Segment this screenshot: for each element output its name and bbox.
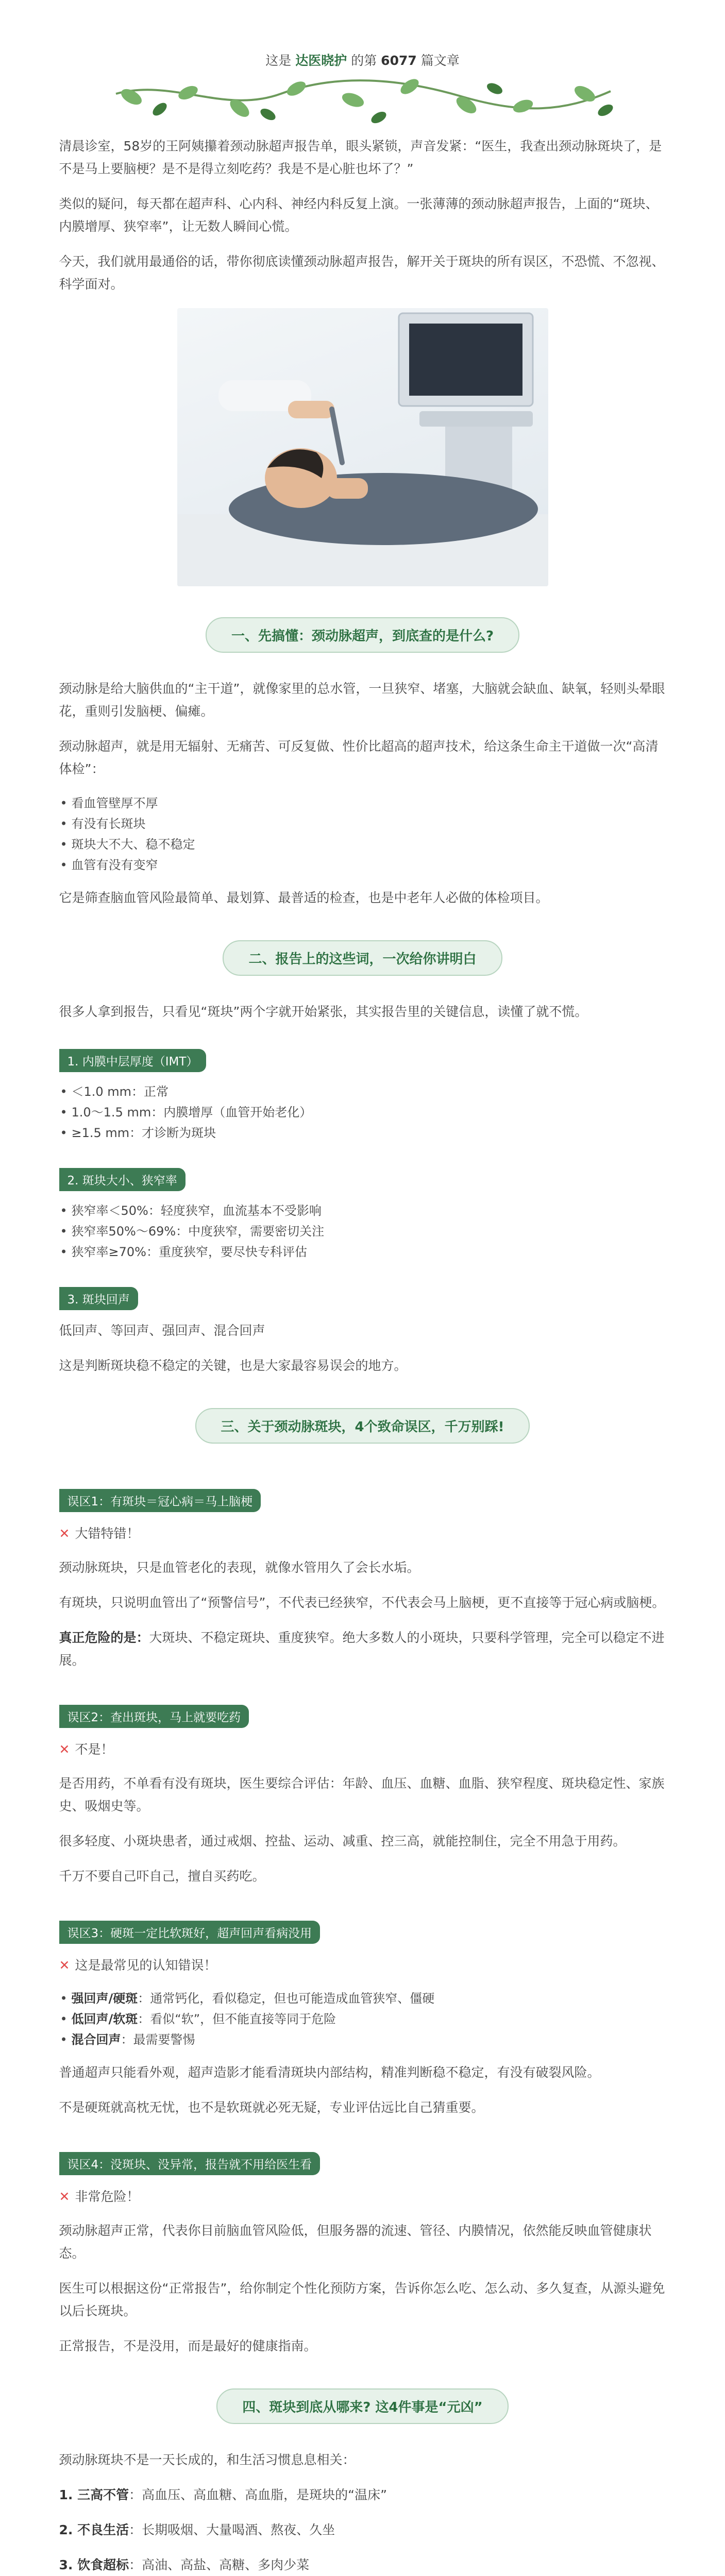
cross-icon: ✕ [59,2189,70,2204]
section-2-header [59,940,666,976]
item-text: ：高油、高盐、高糖、多肉少菜 [129,2557,310,2572]
intro-prefix: 这是 [265,53,292,68]
section-1-title: 一、先搞懂：颈动脉超声，到底查的是什么? [206,617,519,653]
list-item: • 狭窄率≥70%：重度狭窄，要尽快专科评估 [59,1242,666,1262]
myth-4-paragraph-2: 医生可以根据这份“正常报告”，给你制定个性化预防方案，告诉你怎么吃、怎么动、多久复查，从源头避免以后长斑块。 [59,2281,665,2318]
stenosis-list [59,1200,666,1262]
myth-3-verdict [59,1954,666,1977]
bold-lead: 低回声/软斑 [71,2012,138,2026]
intro-brand: 达医晓护 [295,53,347,68]
section-2-title: 二、报告上的这些词，一次给你讲明白 [223,940,502,976]
cross-icon: ✕ [59,1958,70,1973]
myth-3-paragraph-2: 不是硬斑就高枕无忧，也不是软斑就必死无疑，专业评估远比自己猜重要。 [59,2100,484,2115]
list-item [59,2029,666,2050]
bold-lead: 混合回声 [71,2032,121,2047]
danger-text: 大斑块、不稳定斑块、重度狭窄。绝大多数人的小斑块，只要科学管理，完全可以稳定不进展。 [59,1630,665,1668]
article-body [59,0,666,2576]
verdict-text: 非常危险！ [75,2189,140,2204]
echo-note: 这是判断斑块稳不稳定的关键，也是大家最容易误会的地方。 [59,1358,407,1373]
section-4-header [59,2388,666,2424]
cross-icon: ✕ [59,1742,70,1757]
item-text: ：看似“软”，但不能直接等同于危险 [138,2012,336,2026]
section-4-title: 四、斑块到底从哪来? 这4件事是“元凶” [216,2388,508,2424]
bold-lead: 3. 饮食超标 [59,2557,129,2572]
verdict-text: 这是最常见的认知错误！ [75,1958,217,1973]
s1-paragraph-1: 颈动脉是给大脑供血的“主干道”，就像家里的总水管，一旦狭窄、堵塞，大脑就会缺血、缺氧，轻则头晕眼花，重则引发脑梗、偏瘫。 [59,681,665,719]
myth-1-paragraph-2: 有斑块，只说明血管出了“预警信号”，不代表已经狭窄，不代表会马上脑梗，更不直接等于冠心病或脑梗。 [59,1595,665,1610]
imt-tag: 1. 内膜中层厚度（IMT） [59,1049,207,1072]
myth-2-paragraph-2: 很多轻度、小斑块患者，通过戒烟、控盐、运动、减重、控三高，就能控制住，完全不用急于用药。 [59,1834,626,1849]
myth-1-paragraph-1: 颈动脉斑块，只是血管老化的表现，就像水管用久了会长水垢。 [59,1560,420,1575]
cause-item [59,2554,666,2576]
opening-paragraph-2: 类似的疑问，每天都在超声科、心内科、神经内科反复上演。一张薄薄的颈动脉超声报告，上面的“斑块、内膜增厚、狭窄率”，让无数人瞬间心慌。 [59,196,659,234]
s1-paragraph-2: 颈动脉超声，就是用无辐射、无痛苦、可反复做、性价比超高的超声技术，给这条生命主干道做一次“高清体检”： [59,739,659,776]
imt-list [59,1081,666,1143]
opening-paragraph-3: 今天，我们就用最通俗的话，带你彻底读懂颈动脉超声报告，解开关于斑块的所有误区，不恐慌、不忽视、科学面对。 [59,254,665,292]
section-3-title: 三、关于颈动脉斑块，4个致命误区，千万别踩! [195,1408,530,1444]
cause-item [59,2484,666,2506]
list-item: • 看血管壁厚不厚 [59,793,666,814]
item-text: ：最需要警惕 [121,2032,195,2047]
intro-suffix: 篇文章 [420,53,460,68]
myth-2-tag: 误区2：查出斑块，马上就要吃药 [59,1705,249,1728]
verdict-text: 大错特错！ [75,1526,140,1541]
list-item: • ≥1.5 mm：才诊断为斑块 [59,1123,666,1143]
vine-decoration [59,73,666,135]
intro-middle: 的第 [351,53,377,68]
list-item: • 1.0～1.5 mm：内膜增厚（血管开始老化） [59,1102,666,1123]
ultrasound-exam-photo [177,308,548,586]
list-item: • 狭窄率50%～69%：中度狭窄，需要密切关注 [59,1221,666,1242]
myth-4-verdict [59,2185,666,2208]
item-text: ：高血压、高血糖、高血脂，是斑块的“温床” [129,2487,387,2502]
bold-lead: 2. 不良生活 [59,2522,129,2537]
s2-lead: 很多人拿到报告，只看见“斑块”两个字就开始紧张，其实报告里的关键信息，读懂了就不慌。 [59,1004,588,1019]
myth-3-paragraph-1: 普通超声只能看外观，超声造影才能看清斑块内部结构，精准判断稳不稳定，有没有破裂风险。 [59,2065,600,2080]
item-text: ：长期吸烟、大量喝酒、熬夜、久坐 [129,2522,335,2537]
myth-4-paragraph-1: 颈动脉超声正常，代表你目前脑血管风险低，但服务器的流速、管径、内膜情况，依然能反映血管健康状态。 [59,2223,652,2261]
myth-4-tag: 误区4：没斑块、没异常，报告就不用给医生看 [59,2152,321,2175]
list-item: • 斑块大不大、稳不稳定 [59,834,666,855]
list-item [59,1988,666,2009]
cause-item [59,2519,666,2541]
bold-lead: 1. 三高不管 [59,2487,129,2502]
echo-types: 低回声、等回声、强回声、混合回声 [59,1323,265,1338]
vine-leaves-icon [111,73,616,132]
list-item: • 血管有没有变窄 [59,855,666,875]
bold-lead: 强回声/硬斑 [71,1991,138,2006]
list-item: • 狭窄率＜50%：轻度狭窄，血流基本不受影响 [59,1200,666,1221]
echo-tag: 3. 斑块回声 [59,1287,138,1310]
s1-checklist [59,793,666,875]
ultrasound-exam-icon [177,308,548,586]
opening-paragraph-1: 清晨诊室，58岁的王阿姨攥着颈动脉超声报告单，眼头紧锁，声音发紧：“医生，我查出颈动脉斑块了，是不是马上要脑梗？是不是得立刻吃药？我是不是心脏也坏了？” [59,139,662,176]
list-item [59,2009,666,2029]
myth-1-tag: 误区1：有斑块＝冠心病＝马上脑梗 [59,1489,261,1512]
s1-summary: 它是筛查脑血管风险最简单、最划算、最普适的检查，也是中老年人必做的体检项目。 [59,890,549,905]
section-3-header [59,1408,666,1444]
item-text: ：通常钙化，看似稳定，但也可能造成血管狭窄、僵硬 [138,1991,435,2006]
article-intro [59,0,666,69]
myth-4-paragraph-3: 正常报告，不是没用，而是最好的健康指南。 [59,2338,317,2353]
myth-1-verdict [59,1522,666,1545]
myth-3-tag: 误区3：硬斑一定比软斑好，超声回声看病没用 [59,1921,321,1944]
verdict-text: 不是！ [75,1742,114,1757]
echo-type-list [59,1988,666,2050]
list-item: • 有没有长斑块 [59,814,666,834]
list-item: • ＜1.0 mm：正常 [59,1081,666,1102]
bold-lead: 真正危险的是： [59,1630,149,1645]
myth-2-paragraph-1: 是否用药，不单看有没有斑块，医生要综合评估：年龄、血压、血糖、血脂、狭窄程度、斑块稳定性、家族史、吸烟史等。 [59,1776,665,1814]
stenosis-tag: 2. 斑块大小、狭窄率 [59,1168,186,1191]
intro-number: 6077 [381,53,417,68]
s4-lead: 颈动脉斑块不是一天长成的，和生活习惯息息相关： [59,2452,356,2467]
cross-icon: ✕ [59,1526,70,1541]
myth-1-danger [59,1626,666,1672]
myth-2-verdict [59,1738,666,1761]
section-1-header [59,617,666,653]
myth-2-paragraph-3: 千万不要自己吓自己，擅自买药吃。 [59,1869,265,1884]
